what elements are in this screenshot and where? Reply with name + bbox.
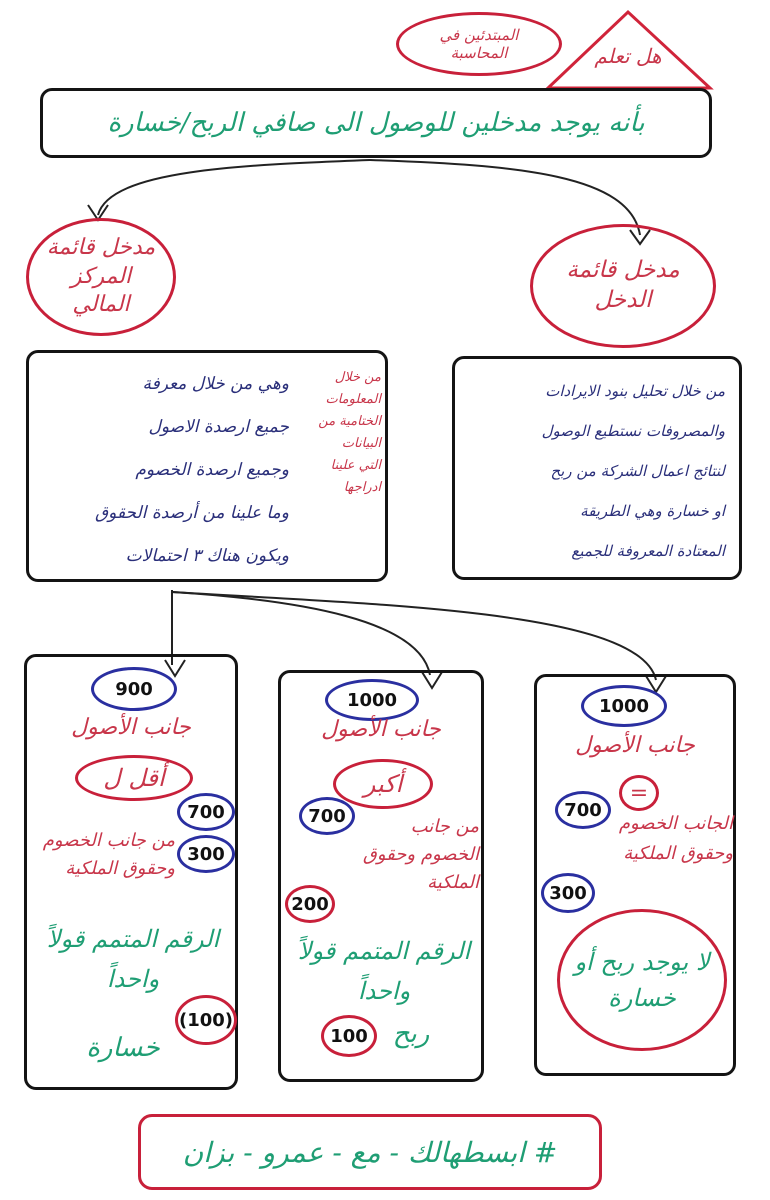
case2-comparison: أكبر [363,770,403,798]
case1-equity-value: 300 [187,843,225,865]
case1-comparison-circle [75,755,193,801]
entry-right-circle [530,224,716,348]
case2-liab-value: 700 [308,805,346,827]
case2-result-word: ربح [392,1019,430,1049]
case-box-2 [278,670,484,1082]
entry-left-circle [26,218,176,336]
balance-line-1: وهي من خلال معرفة [142,374,289,394]
income-line-4: او خسارة وهي الطريقة [580,502,725,520]
case2-equity-circle [285,885,335,923]
income-line-3: لنتائج اعمال الشركة من ربح [550,462,725,480]
case2-side-label: من جانب الخصوم وحقوق الملكية [362,816,479,893]
case1-result-text: الرقم المتمم قولاً واحداً [46,925,220,993]
case3-comparison-circle [619,775,659,811]
beginners-badge-text: المبتدئين في المحاسبة [439,26,519,62]
case3-equity-value: 300 [549,882,587,904]
income-line-1: من خلال تحليل بنود الايرادات [545,382,725,400]
case2-assets-label: جانب الأصول [321,717,441,742]
case1-side-label: من جانب الخصوم وحقوق الملكية [42,830,175,879]
footer-box [138,1114,602,1190]
case1-liab-circle [177,793,235,831]
header-box [40,88,712,158]
case2-assets-value: 1000 [346,689,398,711]
case1-assets-label: جانب الأصول [71,715,191,740]
balance-line-4: وما علينا من أرصدة الحقوق [94,503,289,523]
header-text: بأنه يوجد مدخلين للوصول الى صافي الربح/خسارة [107,108,645,138]
side-note-2: الختامية من البيانات [318,414,381,451]
case1-result-word: خسارة [86,1033,160,1063]
balance-line-2: جميع ارصدة الاصول [148,417,289,437]
arrow-to-left-entry [98,160,370,215]
income-statement-box [452,356,742,580]
entry-left-text: مدخل قائمة المركز المالي [46,235,156,318]
entry-right-text: مدخل قائمة الدخل [566,257,680,313]
case2-result-text: الرقم المتمم قولاً واحداً [297,937,471,1005]
case2-result-value-circle [321,1015,377,1057]
income-line-2: والمصروفات نستطيع الوصول [541,422,725,440]
side-note-1: من خلال المعلومات [325,370,381,407]
case-box-1 [24,654,238,1090]
case1-result-value: (100) [178,1009,234,1031]
case3-result-circle [557,909,727,1051]
triangle-label: هل تعلم [594,44,662,68]
case1-assets-value: 900 [115,678,153,700]
case1-liab-value: 700 [187,801,225,823]
case1-assets-value-circle [91,667,177,711]
case3-equity-circle [541,873,595,913]
income-lines [463,371,725,571]
case3-liab-value: 700 [564,799,602,821]
case3-result-text: لا يوجد ربح أو خسارة [574,948,710,1012]
balance-sheet-box [26,350,388,582]
case2-comparison-circle [333,759,433,809]
income-line-5: المعتادة المعروفة للجميع [571,542,725,560]
arrow-to-right-entry [370,160,640,235]
balance-line-5: ويكون هناك ٣ احتمالات [125,546,289,566]
footer-hashtag: # ابسطهالك - مع - عمرو - بزان [182,1135,558,1169]
case-box-3 [534,674,736,1076]
balance-line-3: وجميع ارصدة الخصوم [135,460,289,480]
case2-result-value: 100 [330,1025,368,1047]
case1-result-value-circle [175,995,237,1045]
case2-equity-value: 200 [291,893,329,915]
arrow-to-case-3 [172,592,656,680]
case2-liab-circle [299,797,355,835]
case3-assets-value: 1000 [598,695,650,717]
case3-side-label: الجانب الخصوم وحقوق الملكية [618,813,733,864]
side-note-3: التي علينا ادراجها [330,458,381,495]
case3-assets-label: جانب الأصول [575,733,695,758]
balance-side-note [295,367,381,499]
balance-sheet-lines [39,363,289,578]
case1-comparison: أقل ل [103,764,165,792]
beginners-badge [396,12,562,76]
case2-assets-value-circle [325,679,419,721]
case3-comparison: = [629,780,649,806]
case3-assets-value-circle [581,685,667,727]
case1-equity-circle [177,835,235,873]
